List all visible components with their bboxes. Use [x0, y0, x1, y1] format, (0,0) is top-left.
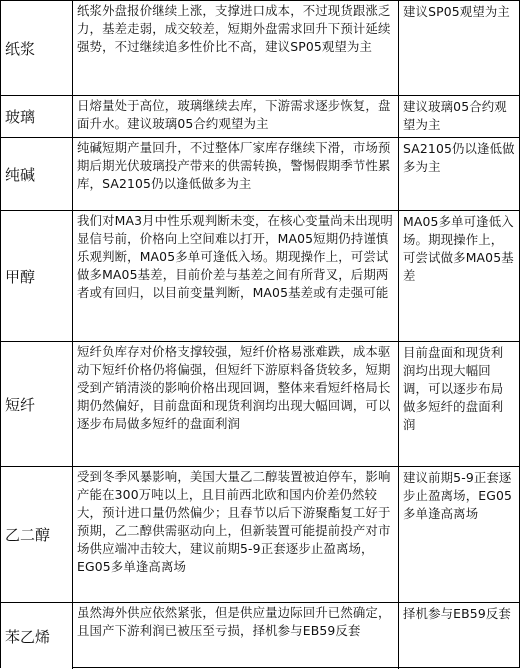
trading-advice: 建议SP05观望为主 — [403, 4, 510, 19]
market-analysis: 短纤负库存对价格支撑较强，短纤价格易涨难跌，成本驱动下短纤价格仍将偏强，但短纤下游原料备货较多，短期受到产销清淡的影响价格出现回调，整体来看短纤格局长期仍然偏好，目前盘面和现货利润均出现大幅回调，可以逐步布局做多短纤的盘面利润 — [73, 342, 399, 466]
trading-advice: MA05多单可逢低入场。期现操作上，可尝试做多MA05基差 — [403, 214, 514, 283]
table-row — [1, 96, 519, 138]
market-analysis: 我们对MA3月中性乐观判断未变，在核心变量尚未出现明显信号前，价格向上空间难以打开，MA05短期仍持谨慎乐观判断，MA05多单可逢低入场。期现操作上，可尝试做多MA05基差，目前价差与基差之间有所背叉，后期两者或有回归，以目前变量判断，MA05基差或有走强可能 — [73, 211, 399, 341]
commodity-name: 甲醇 — [1, 211, 73, 341]
market-analysis: 受到冬季风暴影响，美国大量乙二醇装置被迫停车，影响产能在300万吨以上，且目前西北欧和国内价差仍然较大，预计进口量仍然偏少；且春节以后下游聚酯复工好于预期，乙二醇供需驱动向上，但新装置可能提前投产对市场供应端冲击较大，建议前期5-9正套逐步止盈离场，EG05多单逢高离场 — [73, 467, 399, 602]
trading-advice: SA2105仍以逢低做多为主 — [403, 141, 515, 174]
commodity-name: 乙二醇 — [1, 467, 73, 602]
table-row — [1, 467, 519, 603]
market-analysis: 虽然海外供应依然紧张，但是供应量边际回升已然确定，且国产下游利润已被压至亏损，择机参与EB59反套 — [73, 603, 399, 669]
table-row — [1, 342, 519, 467]
trading-advice: 建议前期5-9正套逐步止盈离场，EG05多单逢高离场 — [403, 470, 513, 521]
commodity-name: 苯乙烯 — [1, 603, 73, 669]
trading-advice: 建议玻璃05合约观望为主 — [403, 99, 507, 132]
table-row — [1, 1, 519, 96]
commodity-name: 短纤 — [1, 342, 73, 466]
trading-advice: 目前盘面和现货利润均出现大幅回调，可以逐步布局做多短纤的盘面利润 — [403, 345, 504, 432]
commodity-name: 纸浆 — [1, 1, 73, 95]
trading-advice: 择机参与EB59反套 — [403, 606, 511, 621]
market-analysis: 纯碱短期产量回升，不过整体厂家库存继续下滑，市场预期后期光伏玻璃投产带来的供需转换，警惕假期季节性累库，SA2105仍以逢低做多为主 — [73, 138, 399, 210]
commodity-name: 玻璃 — [1, 96, 73, 137]
table-row — [1, 603, 519, 669]
commodity-name: 纯碱 — [1, 138, 73, 210]
table-row — [1, 211, 519, 342]
market-analysis: 纸浆外盘报价继续上涨，支撑进口成本，不过现货跟涨乏力，基差走弱，成交较差，短期外盘需求回升下预计延续强势，不过继续追多性价比不高，建议SP05观望为主 — [73, 1, 399, 95]
market-analysis: 日熔量处于高位，玻璃继续去库，下游需求逐步恢复，盘面升水。建议玻璃05合约观望为主 — [73, 96, 399, 137]
table-row — [1, 138, 519, 211]
